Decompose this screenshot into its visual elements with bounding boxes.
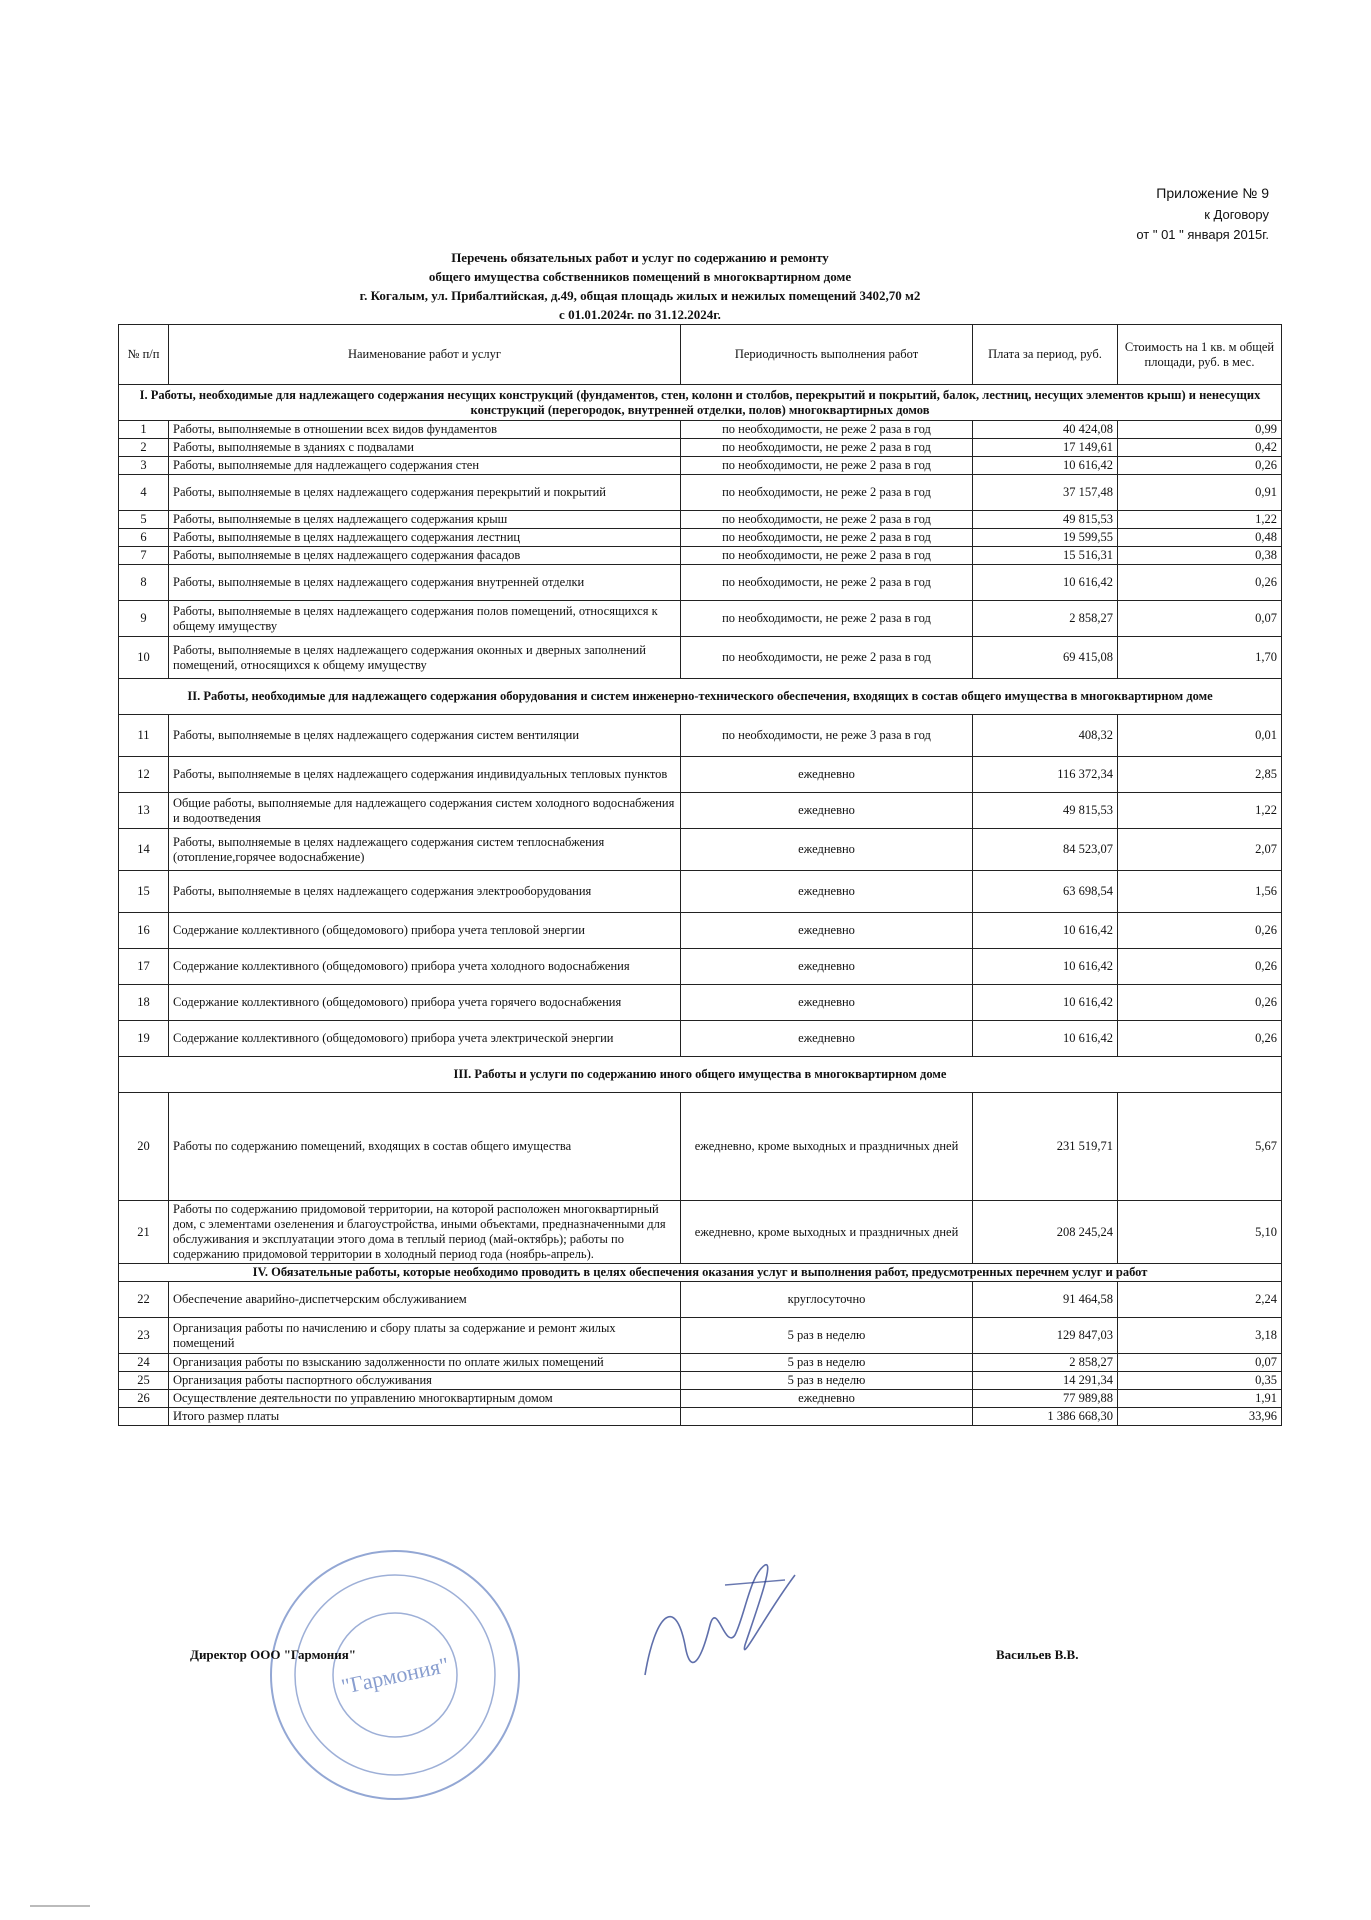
row-number: 11	[119, 715, 169, 757]
table-row	[119, 1372, 1282, 1390]
total-cost: 33,96	[1118, 1408, 1282, 1426]
row-pay: 231 519,71	[973, 1093, 1118, 1201]
row-period: ежедневно	[681, 985, 973, 1021]
row-cost: 0,01	[1118, 715, 1282, 757]
row-pay: 10 616,42	[973, 457, 1118, 475]
row-period: по необходимости, не реже 2 раза в год	[681, 547, 973, 565]
row-period: по необходимости, не реже 2 раза в год	[681, 457, 973, 475]
row-cost: 2,85	[1118, 757, 1282, 793]
table-row	[119, 1318, 1282, 1354]
title-line-4: с 01.01.2024г. по 31.12.2024г.	[559, 307, 721, 322]
row-pay: 15 516,31	[973, 547, 1118, 565]
section-row	[119, 679, 1282, 715]
row-name: Работы, выполняемые в целях надлежащего содержания оконных и дверных заполнений помещений, относящихся к общему имуществу	[169, 637, 681, 679]
title-line-1: Перечень обязательных работ и услуг по содержанию и ремонту	[451, 250, 829, 265]
row-name: Работы, выполняемые в целях надлежащего содержания электрооборудования	[169, 871, 681, 913]
row-name: Работы, выполняемые в целях надлежащего содержания систем вентиляции	[169, 715, 681, 757]
total-pay: 1 386 668,30	[973, 1408, 1118, 1426]
row-period: по необходимости, не реже 2 раза в год	[681, 529, 973, 547]
row-period: ежедневно	[681, 829, 973, 871]
row-pay: 10 616,42	[973, 985, 1118, 1021]
row-name: Работы, выполняемые в целях надлежащего содержания внутренней отделки	[169, 565, 681, 601]
row-number: 19	[119, 1021, 169, 1057]
total-period	[681, 1408, 973, 1426]
row-period: 5 раз в неделю	[681, 1318, 973, 1354]
table-body	[119, 385, 1282, 1408]
section-row	[119, 385, 1282, 421]
row-name: Работы по содержанию помещений, входящих в состав общего имущества	[169, 1093, 681, 1201]
row-number: 15	[119, 871, 169, 913]
table-row	[119, 457, 1282, 475]
row-number: 9	[119, 601, 169, 637]
table-row	[119, 421, 1282, 439]
row-number: 5	[119, 511, 169, 529]
section-title: II. Работы, необходимые для надлежащего содержания оборудования и систем инженерно-технического обеспечения, входящих в состав общего имущества в многоквартирном доме	[119, 679, 1282, 715]
row-name: Работы, выполняемые в целях надлежащего содержания полов помещений, относящихся к общему имуществу	[169, 601, 681, 637]
row-name: Содержание коллективного (общедомового) прибора учета горячего водоснабжения	[169, 985, 681, 1021]
row-cost: 5,67	[1118, 1093, 1282, 1201]
row-period: по необходимости, не реже 2 раза в год	[681, 637, 973, 679]
row-pay: 49 815,53	[973, 793, 1118, 829]
row-pay: 2 858,27	[973, 601, 1118, 637]
row-period: ежедневно, кроме выходных и праздничных дней	[681, 1093, 973, 1201]
row-name: Работы, выполняемые в целях надлежащего содержания крыш	[169, 511, 681, 529]
row-number: 26	[119, 1390, 169, 1408]
row-cost: 1,22	[1118, 793, 1282, 829]
title-line-3: г. Когалым, ул. Прибалтийская, д.49, общая площадь жилых и нежилых помещений 3402,70 м2	[359, 288, 921, 303]
row-number: 20	[119, 1093, 169, 1201]
row-pay: 84 523,07	[973, 829, 1118, 871]
row-pay: 17 149,61	[973, 439, 1118, 457]
row-name: Обеспечение аварийно-диспетчерским обслуживанием	[169, 1282, 681, 1318]
appendix-header	[1136, 183, 1269, 245]
section-title: III. Работы и услуги по содержанию иного общего имущества в многоквартирном доме	[119, 1057, 1282, 1093]
row-name: Работы, выполняемые в целях надлежащего содержания лестниц	[169, 529, 681, 547]
document-title	[300, 248, 980, 324]
appendix-number: Приложение № 9	[1156, 185, 1269, 201]
row-pay: 14 291,34	[973, 1372, 1118, 1390]
table-row	[119, 439, 1282, 457]
row-name: Работы, выполняемые в целях надлежащего содержания фасадов	[169, 547, 681, 565]
row-pay: 10 616,42	[973, 1021, 1118, 1057]
row-pay: 10 616,42	[973, 565, 1118, 601]
row-period: ежедневно, кроме выходных и праздничных дней	[681, 1201, 973, 1264]
table-row	[119, 871, 1282, 913]
row-cost: 5,10	[1118, 1201, 1282, 1264]
section-title: IV. Обязательные работы, которые необходимо проводить в целях обеспечения оказания услуг и выполнения работ, предусмотренных перечнем услуг и работ	[119, 1264, 1282, 1282]
row-period: по необходимости, не реже 2 раза в год	[681, 511, 973, 529]
director-position: Директор ООО "Гармония"	[190, 1647, 356, 1662]
table-row	[119, 829, 1282, 871]
row-number: 14	[119, 829, 169, 871]
header-pay: Плата за период, руб.	[973, 325, 1118, 385]
row-name: Работы, выполняемые в целях надлежащего содержания систем теплоснабжения (отопление,горячее водоснабжение)	[169, 829, 681, 871]
row-name: Общие работы, выполняемые для надлежащего содержания систем холодного водоснабжения и водоотведения	[169, 793, 681, 829]
appendix-date: от " 01 " января 2015г.	[1136, 227, 1269, 242]
table-row	[119, 1093, 1282, 1201]
title-line-2: общего имущества собственников помещений в многоквартирном доме	[428, 269, 852, 284]
row-period: ежедневно	[681, 1021, 973, 1057]
row-cost: 0,42	[1118, 439, 1282, 457]
row-period: ежедневно	[681, 871, 973, 913]
row-pay: 91 464,58	[973, 1282, 1118, 1318]
row-name: Содержание коллективного (общедомового) прибора учета электрической энергии	[169, 1021, 681, 1057]
row-period: круглосуточно	[681, 1282, 973, 1318]
row-cost: 2,24	[1118, 1282, 1282, 1318]
row-name: Работы, выполняемые в отношении всех видов фундаментов	[169, 421, 681, 439]
table-row	[119, 547, 1282, 565]
header-name: Наименование работ и услуг	[169, 325, 681, 385]
row-period: по необходимости, не реже 2 раза в год	[681, 565, 973, 601]
row-number: 12	[119, 757, 169, 793]
section-title: I. Работы, необходимые для надлежащего содержания несущих конструкций (фундаментов, стен, колонн и столбов, перекрытий и покрытий, балок, лестниц, несущих элементов крыш) и ненесущих конструкций (перегородок, внутренней отделки, полов) многоквартирных домов	[119, 385, 1282, 421]
total-label: Итого размер платы	[169, 1408, 681, 1426]
row-cost: 0,35	[1118, 1372, 1282, 1390]
row-pay: 208 245,24	[973, 1201, 1118, 1264]
row-period: по необходимости, не реже 3 раза в год	[681, 715, 973, 757]
row-cost: 0,91	[1118, 475, 1282, 511]
row-pay: 63 698,54	[973, 871, 1118, 913]
row-period: 5 раз в неделю	[681, 1354, 973, 1372]
row-name: Организация работы по взысканию задолженности по оплате жилых помещений	[169, 1354, 681, 1372]
row-cost: 0,48	[1118, 529, 1282, 547]
row-pay: 69 415,08	[973, 637, 1118, 679]
row-period: ежедневно	[681, 757, 973, 793]
row-cost: 0,26	[1118, 985, 1282, 1021]
table-row	[119, 1282, 1282, 1318]
row-pay: 19 599,55	[973, 529, 1118, 547]
table-row	[119, 475, 1282, 511]
row-name: Организация работы паспортного обслуживания	[169, 1372, 681, 1390]
row-name: Содержание коллективного (общедомового) прибора учета холодного водоснабжения	[169, 949, 681, 985]
row-name: Содержание коллективного (общедомового) прибора учета тепловой энергии	[169, 913, 681, 949]
row-number: 6	[119, 529, 169, 547]
row-pay: 77 989,88	[973, 1390, 1118, 1408]
row-name: Работы, выполняемые в целях надлежащего содержания индивидуальных тепловых пунктов	[169, 757, 681, 793]
table-row	[119, 565, 1282, 601]
row-pay: 49 815,53	[973, 511, 1118, 529]
row-pay: 408,32	[973, 715, 1118, 757]
row-cost: 0,26	[1118, 913, 1282, 949]
row-pay: 2 858,27	[973, 1354, 1118, 1372]
table-row	[119, 511, 1282, 529]
row-number: 24	[119, 1354, 169, 1372]
row-cost: 0,38	[1118, 547, 1282, 565]
row-name: Организация работы по начислению и сбору платы за содержание и ремонт жилых помещений	[169, 1318, 681, 1354]
row-pay: 10 616,42	[973, 913, 1118, 949]
row-cost: 0,99	[1118, 421, 1282, 439]
row-pay: 10 616,42	[973, 949, 1118, 985]
row-name: Работы, выполняемые для надлежащего содержания стен	[169, 457, 681, 475]
row-cost: 1,22	[1118, 511, 1282, 529]
row-period: по необходимости, не реже 2 раза в год	[681, 439, 973, 457]
row-pay: 37 157,48	[973, 475, 1118, 511]
director-name: Васильев В.В.	[996, 1647, 1079, 1662]
row-number: 16	[119, 913, 169, 949]
row-period: ежедневно	[681, 949, 973, 985]
table-row	[119, 1201, 1282, 1264]
row-number: 8	[119, 565, 169, 601]
row-number: 2	[119, 439, 169, 457]
header-cost: Стоимость на 1 кв. м общей площади, руб. в мес.	[1118, 325, 1282, 385]
row-cost: 0,26	[1118, 1021, 1282, 1057]
table-row	[119, 757, 1282, 793]
row-period: по необходимости, не реже 2 раза в год	[681, 601, 973, 637]
row-name: Осуществление деятельности по управлению многоквартирным домом	[169, 1390, 681, 1408]
table-row	[119, 529, 1282, 547]
row-number: 18	[119, 985, 169, 1021]
total-num	[119, 1408, 169, 1426]
row-cost: 0,07	[1118, 601, 1282, 637]
row-name: Работы, выполняемые в зданиях с подвалами	[169, 439, 681, 457]
table-row	[119, 1021, 1282, 1057]
row-number: 23	[119, 1318, 169, 1354]
appendix-contract: к Договору	[1204, 207, 1269, 222]
row-name: Работы, выполняемые в целях надлежащего содержания перекрытий и покрытий	[169, 475, 681, 511]
row-cost: 0,26	[1118, 949, 1282, 985]
row-cost: 0,26	[1118, 565, 1282, 601]
company-seal	[265, 1545, 525, 1805]
row-number: 21	[119, 1201, 169, 1264]
total-row	[119, 1408, 1282, 1426]
scan-edge-mark	[30, 1905, 90, 1907]
section-row	[119, 1057, 1282, 1093]
row-number: 17	[119, 949, 169, 985]
row-pay: 40 424,08	[973, 421, 1118, 439]
row-cost: 3,18	[1118, 1318, 1282, 1354]
row-cost: 0,07	[1118, 1354, 1282, 1372]
row-cost: 1,56	[1118, 871, 1282, 913]
row-number: 4	[119, 475, 169, 511]
header-num: № п/п	[119, 325, 169, 385]
row-period: ежедневно	[681, 913, 973, 949]
row-period: ежедневно	[681, 793, 973, 829]
table-row	[119, 985, 1282, 1021]
row-period: по необходимости, не реже 2 раза в год	[681, 421, 973, 439]
row-name: Работы по содержанию придомовой территории, на которой расположен многоквартирный дом, с элементами озеленения и благоустройства, иными объектами, предназначенными для обслуживания и эксплуатации этого дома в теплый период (май-октябрь); работы по содержанию придомовой территории в холодный период года (ноябрь-апрель).	[169, 1201, 681, 1264]
table-row	[119, 1390, 1282, 1408]
seal-center-text: "Гармония"	[339, 1651, 452, 1700]
row-number: 25	[119, 1372, 169, 1390]
row-pay: 116 372,34	[973, 757, 1118, 793]
row-cost: 1,91	[1118, 1390, 1282, 1408]
row-number: 1	[119, 421, 169, 439]
row-number: 22	[119, 1282, 169, 1318]
row-period: ежедневно	[681, 1390, 973, 1408]
table-row	[119, 637, 1282, 679]
row-cost: 0,26	[1118, 457, 1282, 475]
header-period: Периодичность выполнения работ	[681, 325, 973, 385]
row-number: 3	[119, 457, 169, 475]
row-period: 5 раз в неделю	[681, 1372, 973, 1390]
table-row	[119, 913, 1282, 949]
row-cost: 2,07	[1118, 829, 1282, 871]
table-row	[119, 793, 1282, 829]
works-table	[118, 324, 1282, 1426]
table-row	[119, 601, 1282, 637]
row-pay: 129 847,03	[973, 1318, 1118, 1354]
signature-mark	[625, 1555, 815, 1705]
section-row	[119, 1264, 1282, 1282]
table-row	[119, 1354, 1282, 1372]
row-number: 7	[119, 547, 169, 565]
row-number: 13	[119, 793, 169, 829]
row-period: по необходимости, не реже 2 раза в год	[681, 475, 973, 511]
table-row	[119, 715, 1282, 757]
table-row	[119, 949, 1282, 985]
row-cost: 1,70	[1118, 637, 1282, 679]
row-number: 10	[119, 637, 169, 679]
